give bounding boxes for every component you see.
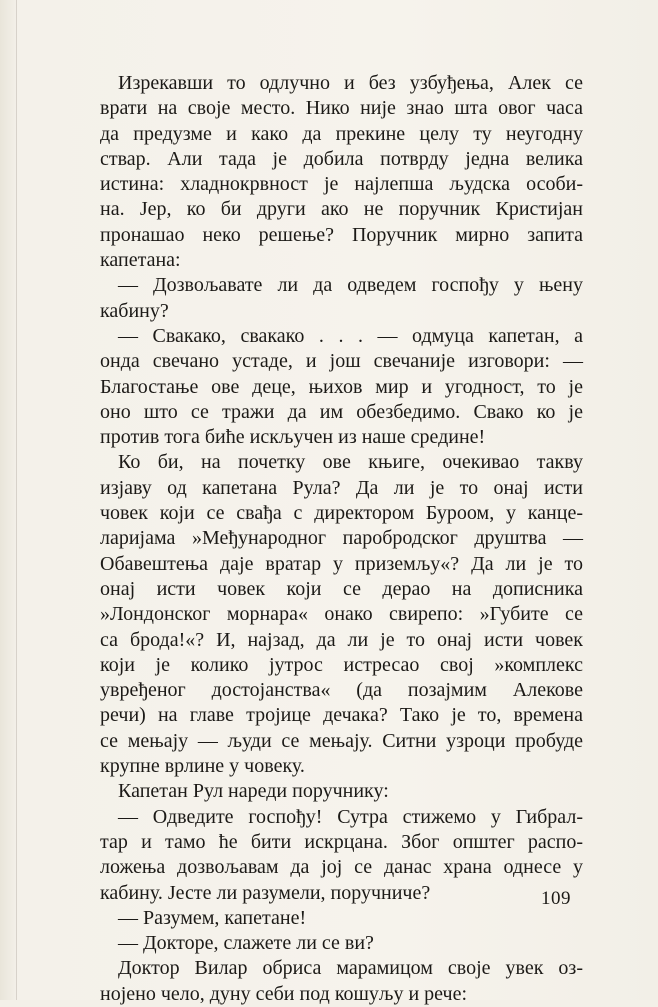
text-line: — Разумем, капетане! [118, 906, 307, 929]
text-line: врати на своје место. Нико није знао шта овог часа [100, 97, 583, 120]
text-line: ложења дозвољавам да јој се данас храна однесе у [100, 856, 583, 879]
text-line: оно што се тражи да им обезбедимо. Свако ко је [100, 400, 583, 423]
text-line: Доктор Вилар обриса марамицом своје увек оз- [118, 957, 583, 980]
text-line: ларијама »Међународног паробродског друштва — [100, 527, 583, 550]
text-line: се мењају — људи се мењају. Ситни узроци пробуде [100, 729, 583, 752]
body-text [100, 71, 583, 1007]
text-line: који је колико јутрос истресао свој »комплекс [100, 653, 583, 676]
text-line: — Дозвољавате ли да одведем госпођу у њену [118, 274, 583, 297]
text-line: пронашао неко решење? Поручник мирно запита [100, 223, 583, 246]
text-line: Ко би, на почетку ове књиге, очекивао такву [118, 451, 583, 474]
text-line: — Докторе, слажете ли се ви? [118, 932, 374, 955]
text-line: тар и тамо ће бити искрцана. Због општег распо- [100, 830, 583, 853]
text-line: нојено чело, дуну себи под кошуљу и рече: [100, 982, 468, 1005]
text-line: онда свечано устаде, и још свечаније изговори: — [100, 350, 583, 373]
text-line: кабину. Јесте ли разумели, поручниче? [100, 881, 431, 904]
text-line: човек који се свађа с директором Буроом, у канце- [100, 502, 583, 525]
text-line: са брода!«? И, најзад, да ли је то онај исти човек [100, 628, 583, 651]
text-line: на. Јер, ко би други ако не поручник Кристијан [100, 198, 583, 221]
text-line: капетана: [100, 249, 181, 272]
text-line: Обавештења даје вратар у приземљу«? Да ли је то [100, 552, 583, 575]
text-line: да предузме и како да прекине целу ту неугодну [100, 122, 583, 145]
text-line: увређеног достојанства« (да позајмим Алекове [100, 679, 583, 702]
text-line: истина: хладнокрвност је најлепша људска особи- [100, 173, 583, 196]
text-line: крупне врлине у човеку. [100, 755, 305, 778]
text-line: против тога биће искључен из наше средине! [100, 426, 486, 449]
text-line: »Лондонског морнара« онако свирепо: »Губите се [100, 603, 583, 626]
text-line: Капетан Рул нареди поручнику: [118, 780, 389, 803]
text-line: ствар. Али тада је добила потврду једна велика [100, 147, 583, 170]
text-line: — Одведите госпођу! Сутра стижемо у Гибрал- [118, 805, 583, 828]
page-number: 109 [541, 888, 571, 909]
text-line: речи) на главе тројице дечака? Тако је то, времена [100, 704, 583, 727]
text-line: изјаву од капетана Рула? Да ли је то онај исти [100, 476, 583, 499]
text-line: кабину? [100, 299, 169, 322]
text-line: Благостање ове деце, њихов мир и угодност, то је [100, 375, 583, 398]
text-line: — Свакако, свакако . . . — одмуца капетан, а [118, 324, 583, 347]
text-line: онај исти човек који се дерао на дописника [100, 577, 583, 600]
page-gutter-edge [16, 0, 17, 1000]
text-line: Изрекавши то одлучно и без узбуђења, Алек се [118, 72, 583, 94]
